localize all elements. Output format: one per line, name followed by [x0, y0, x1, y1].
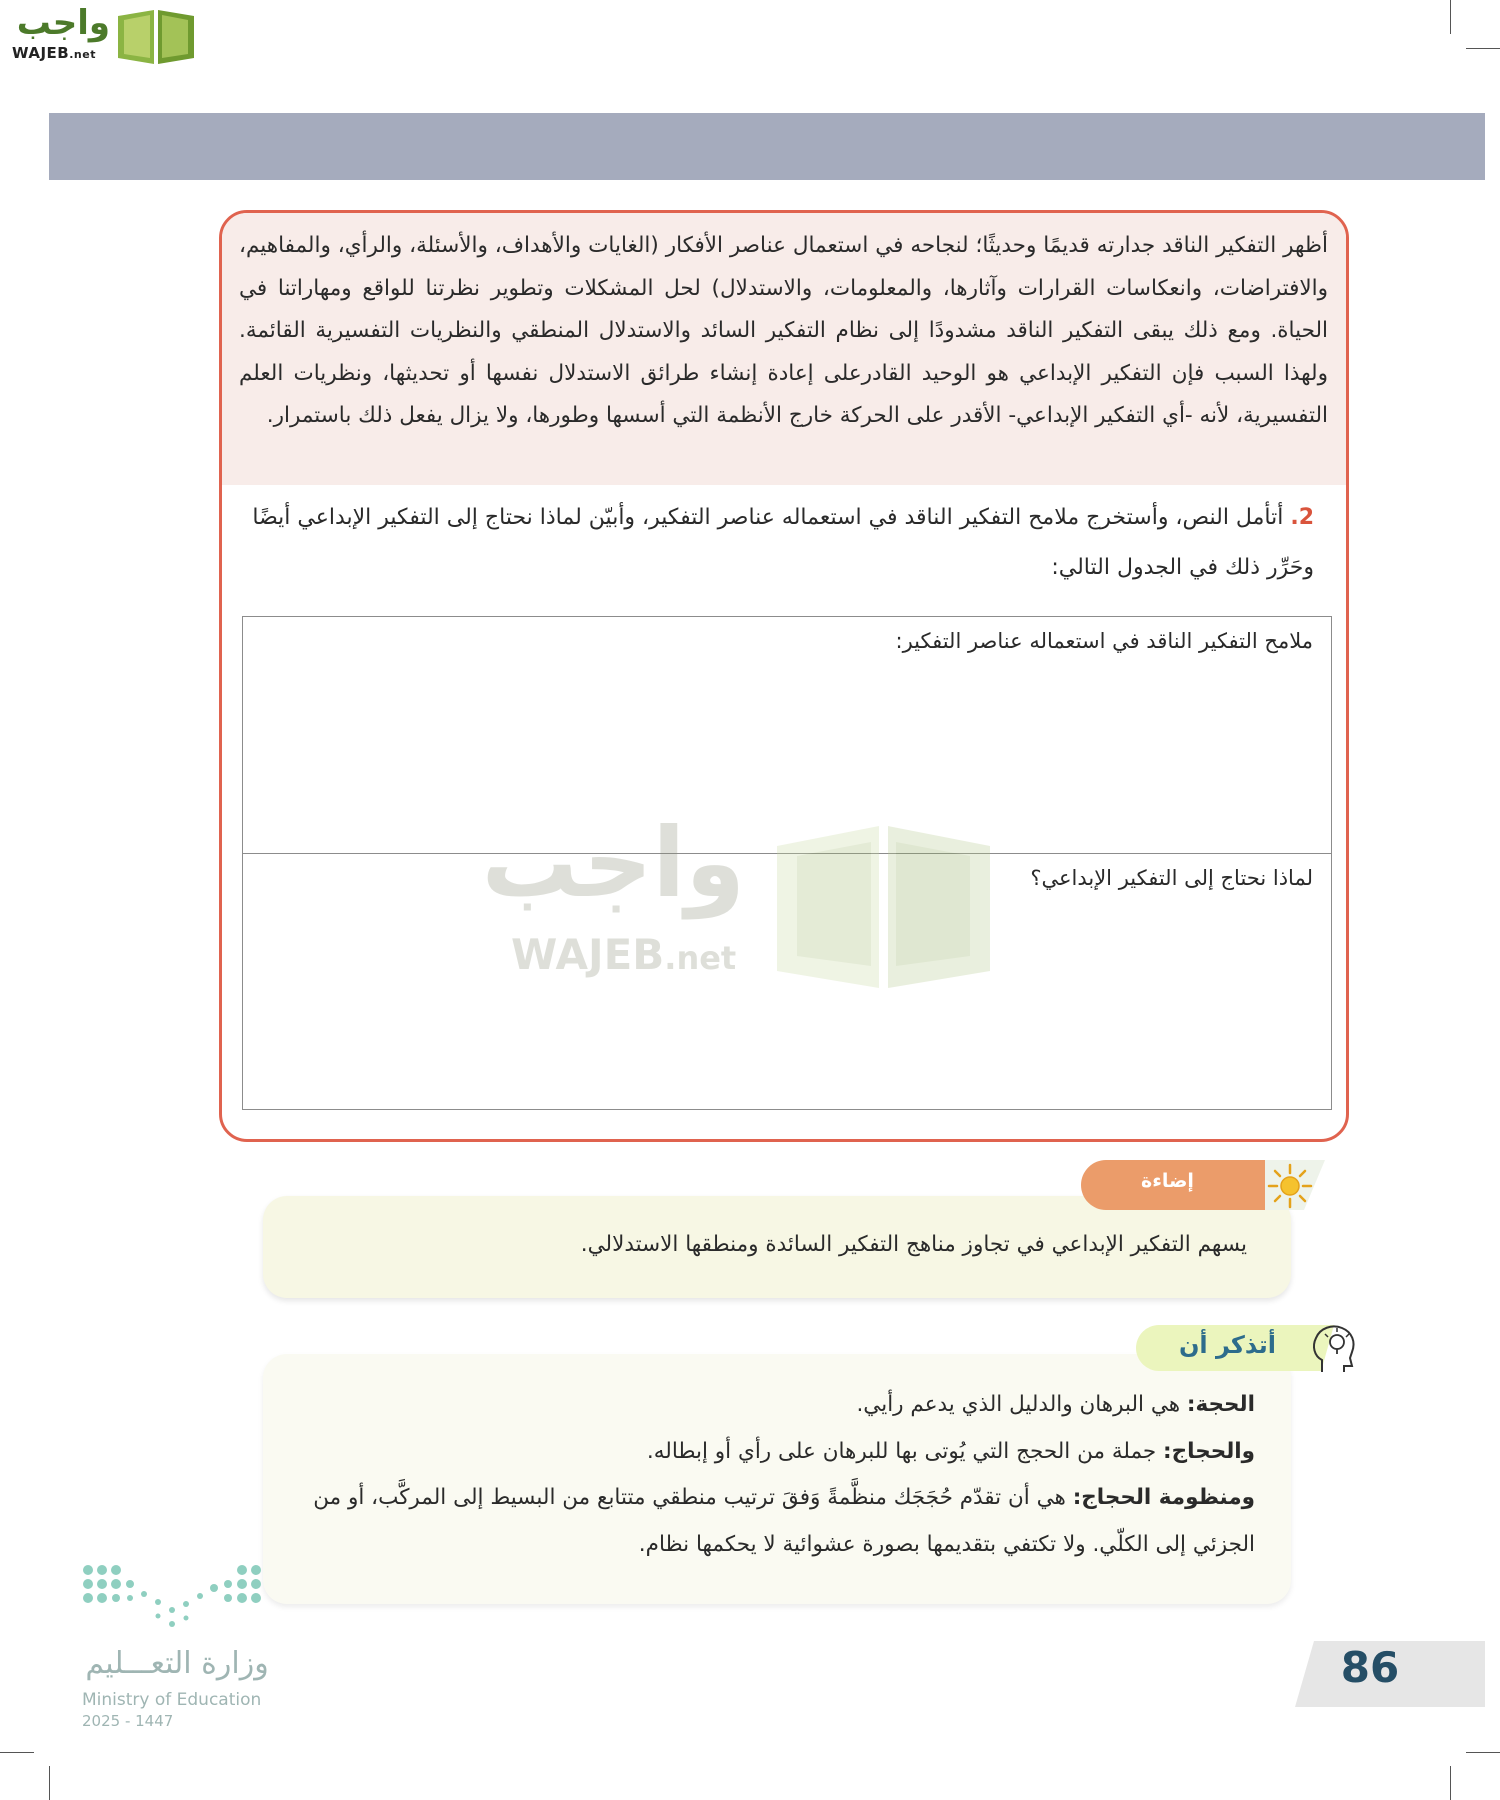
- question-prompt: [239, 493, 1314, 593]
- crop-mark: [1450, 0, 1451, 34]
- crop-mark: [1466, 48, 1500, 49]
- reminder-line: الحجة: هي البرهان والدليل الذي يدعم رأيي.: [856, 1392, 1255, 1417]
- tip-box: [263, 1196, 1291, 1298]
- ministry-logo: [78, 1560, 298, 1730]
- crop-mark: [0, 1752, 34, 1753]
- site-logo-arabic: واجب: [16, 3, 110, 43]
- header-band: [49, 113, 1485, 180]
- question-number: 2.: [1290, 505, 1314, 530]
- ministry-name-arabic: وزارة التعـــليم: [85, 1646, 269, 1681]
- question-text: أتأمل النص، وأستخرج ملامح التفكير الناقد في استعماله عناصر التفكير، وأبيّن لماذا نحتاج إلى التفكير الإبداعي أيضًا وحَرِّر ذلك في الجدول التالي:: [252, 505, 1314, 580]
- reminder-title: أتذكر أن: [1178, 1331, 1276, 1359]
- tip-tab: [1081, 1160, 1271, 1210]
- thinking-head-icon: [1310, 1320, 1360, 1376]
- ministry-year: 2025 - 1447: [82, 1712, 174, 1730]
- site-logo: [10, 4, 190, 64]
- crop-mark: [49, 1766, 50, 1800]
- watermark-latin: WAJEB.net: [511, 930, 737, 979]
- tip-text: يسهم التفكير الإبداعي في تجاوز مناهج التفكير السائدة ومنطقها الاستدلالي.: [580, 1232, 1247, 1257]
- watermark: [481, 807, 1005, 1008]
- reminder-tab: [1136, 1325, 1306, 1371]
- page-number: 86: [1340, 1643, 1400, 1692]
- site-logo-latin: WAJEB.net: [12, 44, 96, 62]
- tip-title: إضاءة: [1141, 1170, 1194, 1192]
- ministry-name-english: Ministry of Education: [82, 1690, 262, 1710]
- answer-row-label: لماذا نحتاج إلى التفكير الإبداعي؟: [1030, 866, 1313, 890]
- reading-passage: أظهر التفكير الناقد جدارته قديمًا وحديثًا؛ لنجاحه في استعمال عناصر الأفكار (الغايات والأهداف، والأسئلة، والرأي، والمفاهيم، والافتراضات، وانعكاسات القرارات وآثارها، والمعلومات، والاستدلال) لحل المشكلات وتطوير نظرتنا للواقع ومهاراتنا في الحياة. ومع ذلك يبقى التفكير الناقد مشدودًا إلى نظام التفكير السائد والاستدلال المنطقي والنظريات التفسيرية القائمة. ولهذا السبب فإن التفكير الإبداعي هو الوحيد القادرعلى إعادة إنشاء طرائق الاستدلال نفسها أو تحديثها، ونظريات العلم التفسيرية، لأنه -أي التفكير الإبداعي- الأقدر على الحركة خارج الأنظمة التي أسسها وطورها، ولا يزال يفعل ذلك باستمرار.: [222, 213, 1346, 485]
- sun-icon: [1267, 1163, 1313, 1209]
- reminder-line: والحجاج: جملة من الحجج التي يُوتى بها للبرهان على رأي أو إبطاله.: [646, 1439, 1255, 1464]
- answer-row-label: ملامح التفكير الناقد في استعماله عناصر التفكير:: [895, 629, 1313, 653]
- reminder-line: ومنظومة الحجاج: هي أن تقدّم حُجَجَك منظَّمةً وَفقَ ترتيب منطقي متتابع من البسيط إلى المركَّب، أو من: [313, 1485, 1255, 1510]
- book-icon: [114, 6, 198, 66]
- watermark-book-icon: [771, 816, 996, 991]
- ministry-emblem-icon: [78, 1560, 268, 1640]
- reminder-box: [263, 1354, 1291, 1604]
- watermark-arabic: واجب: [481, 807, 745, 919]
- reminder-line: الجزئي إلى الكلّي. ولا تكتفي بتقديمها بصورة عشوائية لا يحكمها نظام.: [638, 1532, 1255, 1557]
- crop-mark: [1466, 1752, 1500, 1753]
- crop-mark: [1450, 1766, 1451, 1800]
